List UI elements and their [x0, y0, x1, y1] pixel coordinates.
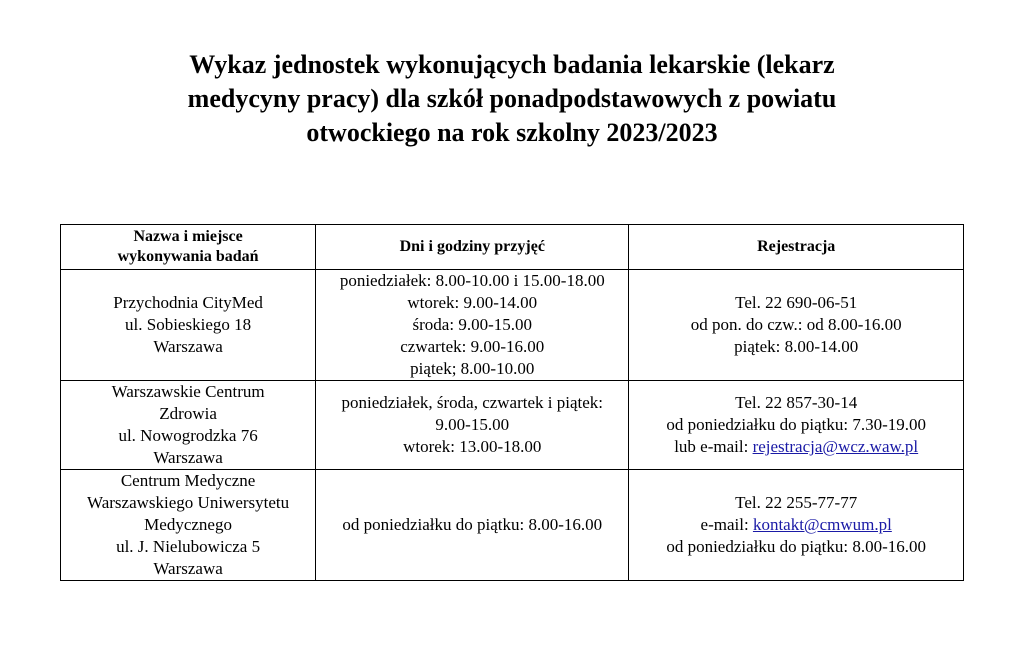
- clinic-hours-cell: od poniedziałku do piątku: 8.00-16.00: [316, 470, 629, 581]
- header-registration: Rejestracja: [629, 225, 964, 270]
- title-line-2: medycyny pracy) dla szkół ponadpodstawowych z powiatu: [187, 84, 837, 113]
- title-line-1: Wykaz jednostek wykonujących badania lekarskie (lekarz: [189, 50, 835, 79]
- phone-text: Tel. 22 690-06-51: [735, 293, 858, 312]
- phone-text: Tel. 22 857-30-14: [735, 393, 858, 412]
- table-header-row: [61, 225, 964, 270]
- header-hours: Dni i godziny przyjęć: [316, 225, 629, 270]
- clinics-table: [60, 224, 964, 581]
- table-row: [61, 381, 964, 470]
- page-title: [0, 48, 1024, 150]
- clinic-name-cell: Centrum Medyczne Warszawskiego Uniwersytetu Medycznego ul. J. Nielubowicza 5 Warszawa: [61, 470, 316, 581]
- phone-text: Tel. 22 255-77-77: [735, 493, 858, 512]
- clinic-hours-cell: poniedziałek, środa, czwartek i piątek: 9.00-15.00 wtorek: 13.00-18.00: [316, 381, 629, 470]
- clinic-name-cell: Przychodnia CityMed ul. Sobieskiego 18 Warszawa: [61, 270, 316, 381]
- header-name-location: Nazwa i miejsce wykonywania badań: [61, 225, 316, 270]
- clinic-registration-cell: Tel. 22 690-06-51 od pon. do czw.: od 8.00-16.00 piątek: 8.00-14.00: [629, 270, 964, 381]
- email-link-cmwum[interactable]: kontakt@cmwum.pl: [752, 515, 892, 534]
- table-row: [61, 270, 964, 381]
- clinic-registration-cell: Tel. 22 255-77-77 e-mail: kontakt@cmwum.pl od poniedziałku do piątku: 8.00-16.00: [629, 470, 964, 581]
- email-link-wcz[interactable]: rejestracja@wcz.waw.pl: [752, 437, 919, 456]
- clinic-name-cell: Warszawskie Centrum Zdrowia ul. Nowogrodzka 76 Warszawa: [61, 381, 316, 470]
- clinic-registration-cell: Tel. 22 857-30-14 od poniedziałku do piątku: 7.30-19.00 lub e-mail: rejestracja@wcz.waw.pl: [629, 381, 964, 470]
- table-row: [61, 470, 964, 581]
- clinic-hours-cell: poniedziałek: 8.00-10.00 i 15.00-18.00 wtorek: 9.00-14.00 środa: 9.00-15.00 czwartek: 9.00-16.00 piątek; 8.00-10.00: [316, 270, 629, 381]
- title-line-3: otwockiego na rok szkolny 2023/2023: [306, 118, 718, 147]
